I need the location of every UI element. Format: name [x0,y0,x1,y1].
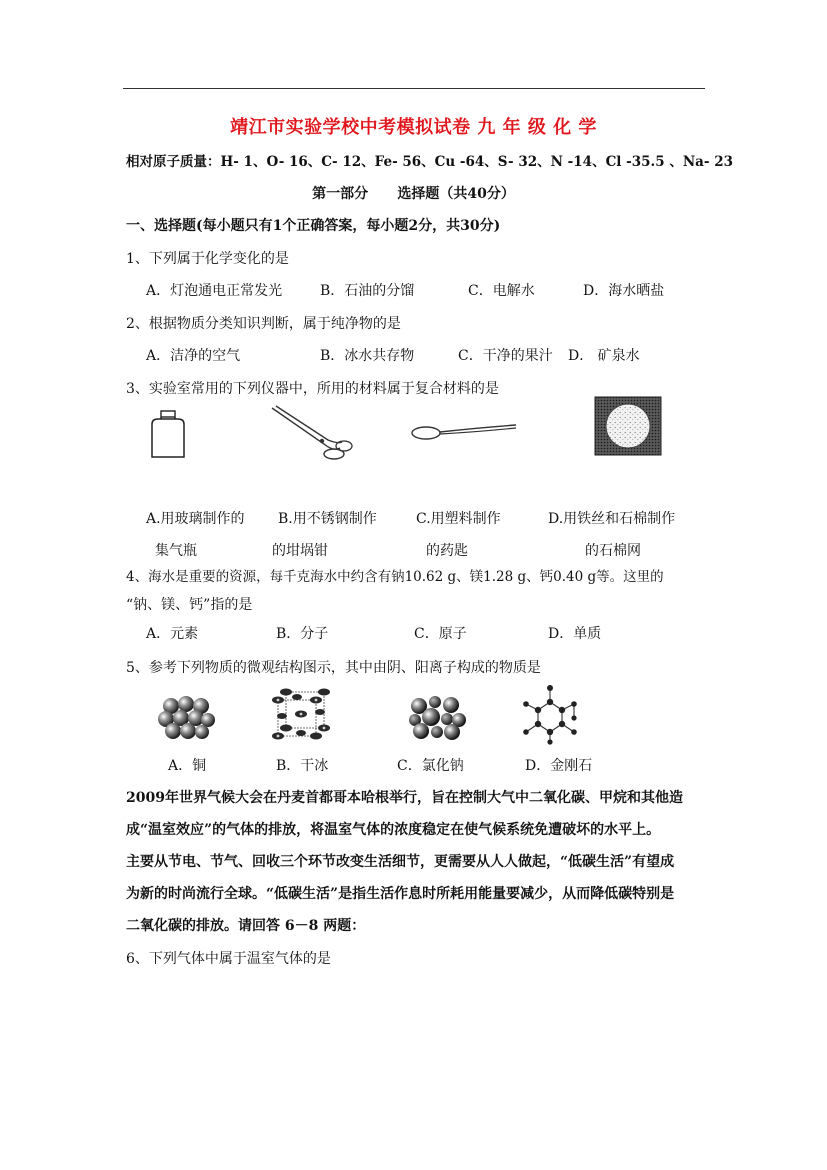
passage-line: 主要从节电、节气、回收三个环节改变生活细节，更需要从人人做起，“低碳生活”有望成 [126,854,675,870]
question-4-option-d: D．单质 [548,626,602,642]
question-5-option-d: D．金刚石 [525,758,593,774]
diamond-structure-icon [520,684,582,746]
question-2-option-d: D． 矿泉水 [568,348,640,364]
gas-bottle-icon [150,410,186,460]
part-heading: 第一部分 选择题（共40分） [312,186,515,202]
passage-line: 2009年世界气候大会在丹麦首都哥本哈根举行，旨在控制大气中二氧化碳、甲烷和其他造 [126,790,683,806]
question-3-option-d-cont: 的石棉网 [585,543,641,559]
atomic-mass-line: 相对原子质量：H- 1、O- 16、C- 12、Fe- 56、Cu -64、S- 32、N -14、Cl -35.5 、Na- 23 [126,154,733,170]
question-4-stem-cont: “钠、镁、钙”指的是 [126,597,253,613]
question-4-option-c: C．原子 [414,626,467,642]
question-4-stem: 4、海水是重要的资源，每千克海水中约含有钠10.62 g、镁1.28 g、钙0.40 g等。这里的 [126,569,664,585]
question-3-option-a-cont: 集气瓶 [155,543,197,559]
passage-line: 二氧化碳的排放。请回答 6－8 两题： [126,918,366,934]
medicine-spoon-icon [406,420,518,444]
crucible-tongs-icon [268,404,356,466]
question-5-option-c: C．氯化钠 [397,758,464,774]
question-4-option-b: B．分子 [276,626,329,642]
asbestos-gauze-icon [594,396,662,456]
question-2-option-b: B．冰水共存物 [320,348,415,364]
question-2-option-a: A．洁净的空气 [146,348,241,364]
dry-ice-structure-icon [270,688,332,744]
question-3-option-b: B.用不锈钢制作 [278,511,377,527]
question-1-option-c: C．电解水 [468,283,535,299]
question-1-option-d: D．海水晒盐 [583,283,665,299]
question-6-stem: 6、下列气体中属于温室气体的是 [126,951,331,967]
passage-line: 为新的时尚流行全球。“低碳生活”是指生活作息时所耗用能量要减少，从而降低碳特别是 [126,886,675,902]
question-1-option-a: A．灯泡通电正常发光 [146,283,283,299]
question-1-option-b: B．石油的分馏 [320,283,415,299]
question-2-option-c: C．干净的果汁 [458,348,553,364]
question-3-option-b-cont: 的坩埚钳 [272,543,328,559]
question-3-option-c-cont: 的药匙 [426,543,468,559]
question-2-stem: 2、根据物质分类知识判断，属于纯净物的是 [126,316,401,332]
question-5-stem: 5、参考下列物质的微观结构图示，其中由阴、阳离子构成的物质是 [126,660,541,676]
copper-structure-icon [157,694,215,742]
question-3-option-a: A.用玻璃制作的 [146,511,245,527]
question-3-option-d: D.用铁丝和石棉制作 [548,511,676,527]
question-3-stem: 3、实验室常用的下列仪器中，所用的材料属于复合材料的是 [126,381,499,397]
question-5-option-a: A．铜 [168,758,207,774]
sodium-chloride-structure-icon [407,692,467,742]
page-title: 靖江市实验学校中考模拟试卷 九 年 级 化 学 [230,117,597,138]
question-5-option-b: B．干冰 [276,758,329,774]
header-rule [123,88,705,89]
climate-passage [126,782,726,942]
question-3-option-c: C.用塑料制作 [416,511,501,527]
section-heading: 一、选择题(每小题只有1个正确答案，每小题2分，共30分) [126,218,501,234]
question-4-option-a: A．元素 [146,626,199,642]
question-1-stem: 1、下列属于化学变化的是 [126,251,289,267]
passage-line: 成“温室效应”的气体的排放，将温室气体的浓度稳定在使气候系统免遭破坏的水平上。 [126,822,661,838]
